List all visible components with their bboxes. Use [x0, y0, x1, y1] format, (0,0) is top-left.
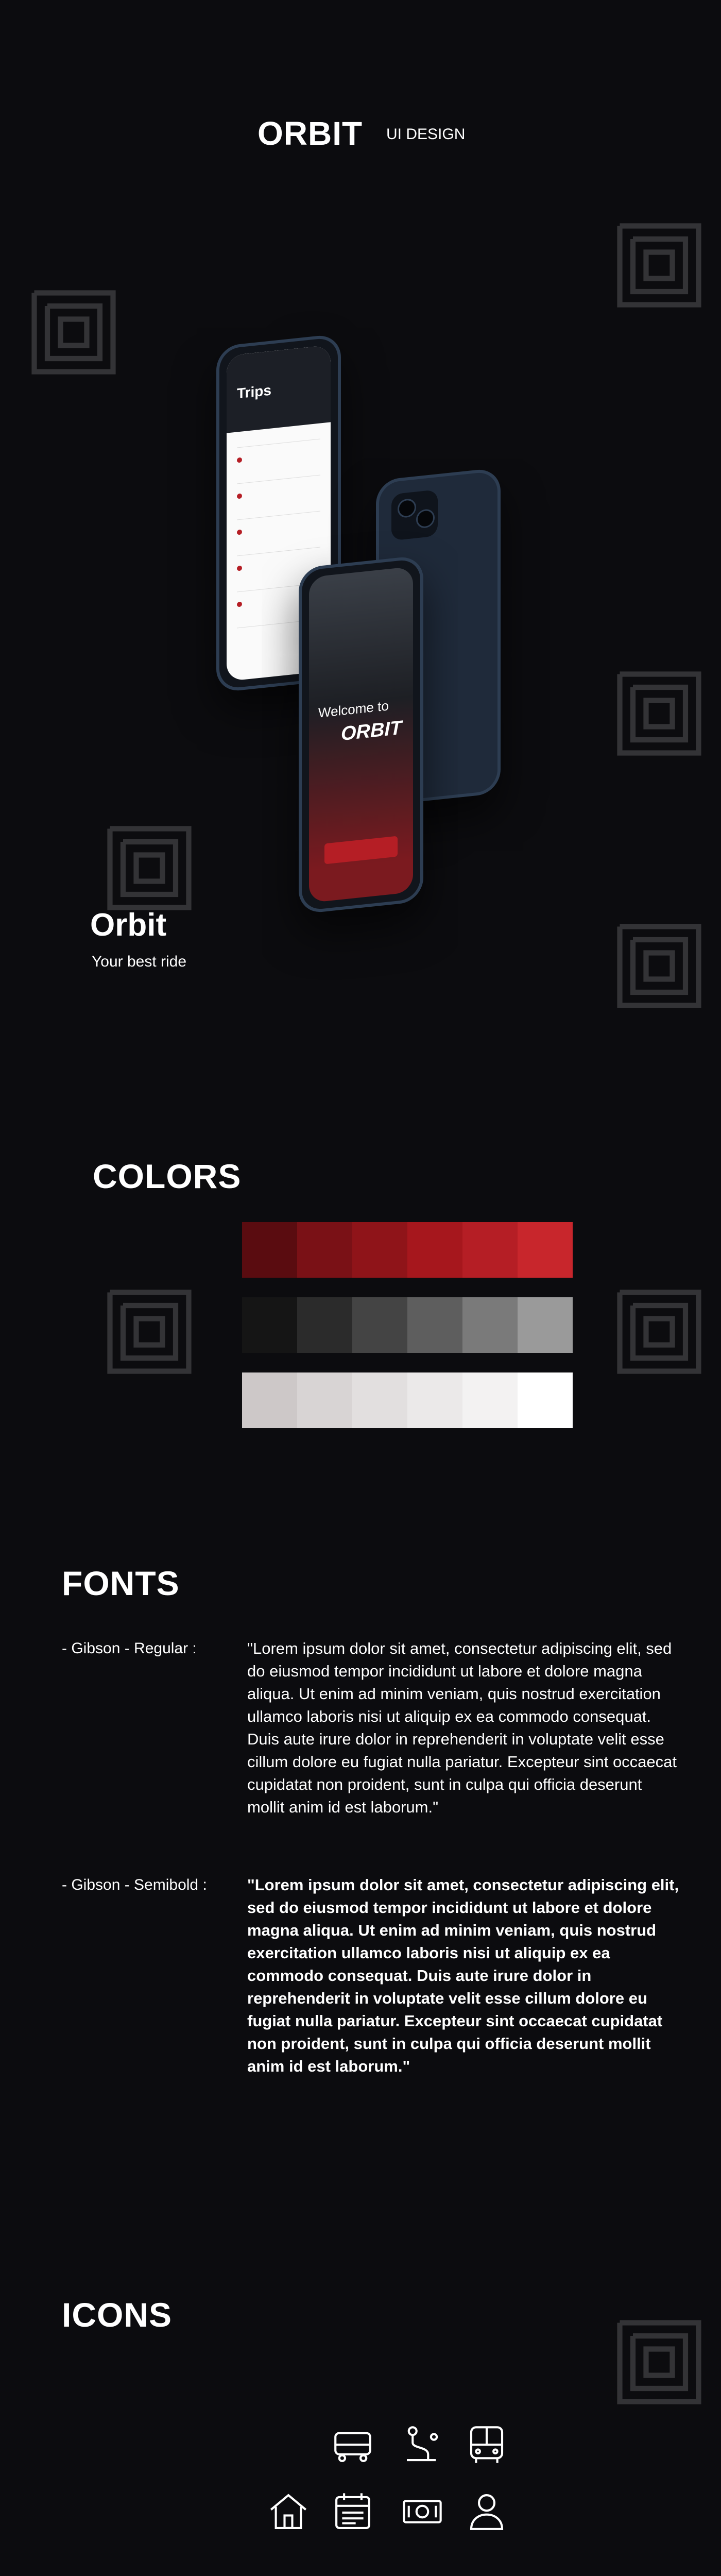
color-swatch [297, 1222, 352, 1278]
color-swatch [518, 1297, 573, 1353]
phone-welcome [299, 555, 423, 914]
color-swatch [242, 1297, 297, 1353]
color-swatch [352, 1372, 407, 1428]
kufic-watermark-icon [615, 670, 703, 757]
user-icon [464, 2488, 510, 2535]
color-swatch [407, 1297, 462, 1353]
cta-button[interactable] [324, 836, 398, 865]
page-title: ORBIT [258, 115, 363, 152]
kufic-watermark-icon [106, 824, 193, 912]
icons-heading: ICONS [62, 2296, 173, 2334]
kufic-watermark-icon [106, 1288, 193, 1376]
gray-palette [242, 1297, 573, 1353]
color-swatch [242, 1372, 297, 1428]
light-palette [242, 1372, 573, 1428]
fonts-heading: FONTS [62, 1564, 180, 1602]
page-subtitle: UI DESIGN [386, 126, 466, 143]
red-palette [242, 1222, 573, 1278]
color-swatch [462, 1222, 518, 1278]
colors-heading: COLORS [93, 1157, 242, 1195]
hero-mockup [196, 340, 530, 912]
bus-icon [464, 2421, 510, 2468]
cash-icon [399, 2488, 445, 2535]
font-semibold-sample: "Lorem ipsum dolor sit amet, consectetur adipiscing elit, sed do eiusmod tempor incididunt ut labore et dolore magna aliqua. Ut enim ad minim veniam, quis nostrud exercitation ullamco laboris nisi ut aliquip ex ea commodo consequat. Duis aute irure dolor in reprehenderit in voluptate velit esse cillum dolore eu fugiat nulla pariatur. Excepteur sint occaecat cupidatat non proident, sunt in culpa qui officia deserunt mollit anim id est laborum." [247, 1876, 679, 2075]
kufic-watermark-icon [30, 289, 117, 376]
trips-title: Trips [237, 382, 271, 402]
welcome-text: Welcome to [318, 698, 389, 721]
color-swatch [462, 1297, 518, 1353]
kufic-watermark-icon [615, 1288, 703, 1376]
kufic-watermark-icon [615, 222, 703, 309]
home-icon [265, 2488, 312, 2535]
font-semibold-label: - Gibson - Semibold : [62, 1876, 207, 1893]
color-swatch [297, 1297, 352, 1353]
color-swatch [518, 1372, 573, 1428]
color-swatch [518, 1222, 573, 1278]
color-swatch [407, 1372, 462, 1428]
car-icon [330, 2421, 376, 2468]
kufic-watermark-icon [615, 922, 703, 1010]
route-icon [399, 2421, 445, 2468]
color-swatch [297, 1372, 352, 1428]
brand-tagline: Your best ride [92, 953, 187, 970]
font-regular-sample: "Lorem ipsum dolor sit amet, consectetur adipiscing elit, sed do eiusmod tempor incididunt ut labore et dolore magna aliqua. Ut enim ad minim veniam, quis nostrud exercitation ullamco laboris nisi ut aliquip ex ea commodo consequat. Duis aute irure dolor in reprehenderit in voluptate velit esse cillum dolore eu fugiat nulla pariatur. Excepteur sint occaecat cupidatat non proident, sunt in culpa qui officia deserunt mollit anim id est laborum." [247, 1639, 677, 1816]
font-regular-label: - Gibson - Regular : [62, 1640, 197, 1657]
kufic-watermark-icon [615, 2318, 703, 2406]
brand-name: Orbit [90, 907, 167, 943]
color-swatch [352, 1297, 407, 1353]
orbit-logo-text: ORBIT [341, 717, 402, 745]
calendar-icon [330, 2488, 376, 2535]
color-swatch [407, 1222, 462, 1278]
color-swatch [352, 1222, 407, 1278]
color-swatch [242, 1222, 297, 1278]
color-swatch [462, 1372, 518, 1428]
